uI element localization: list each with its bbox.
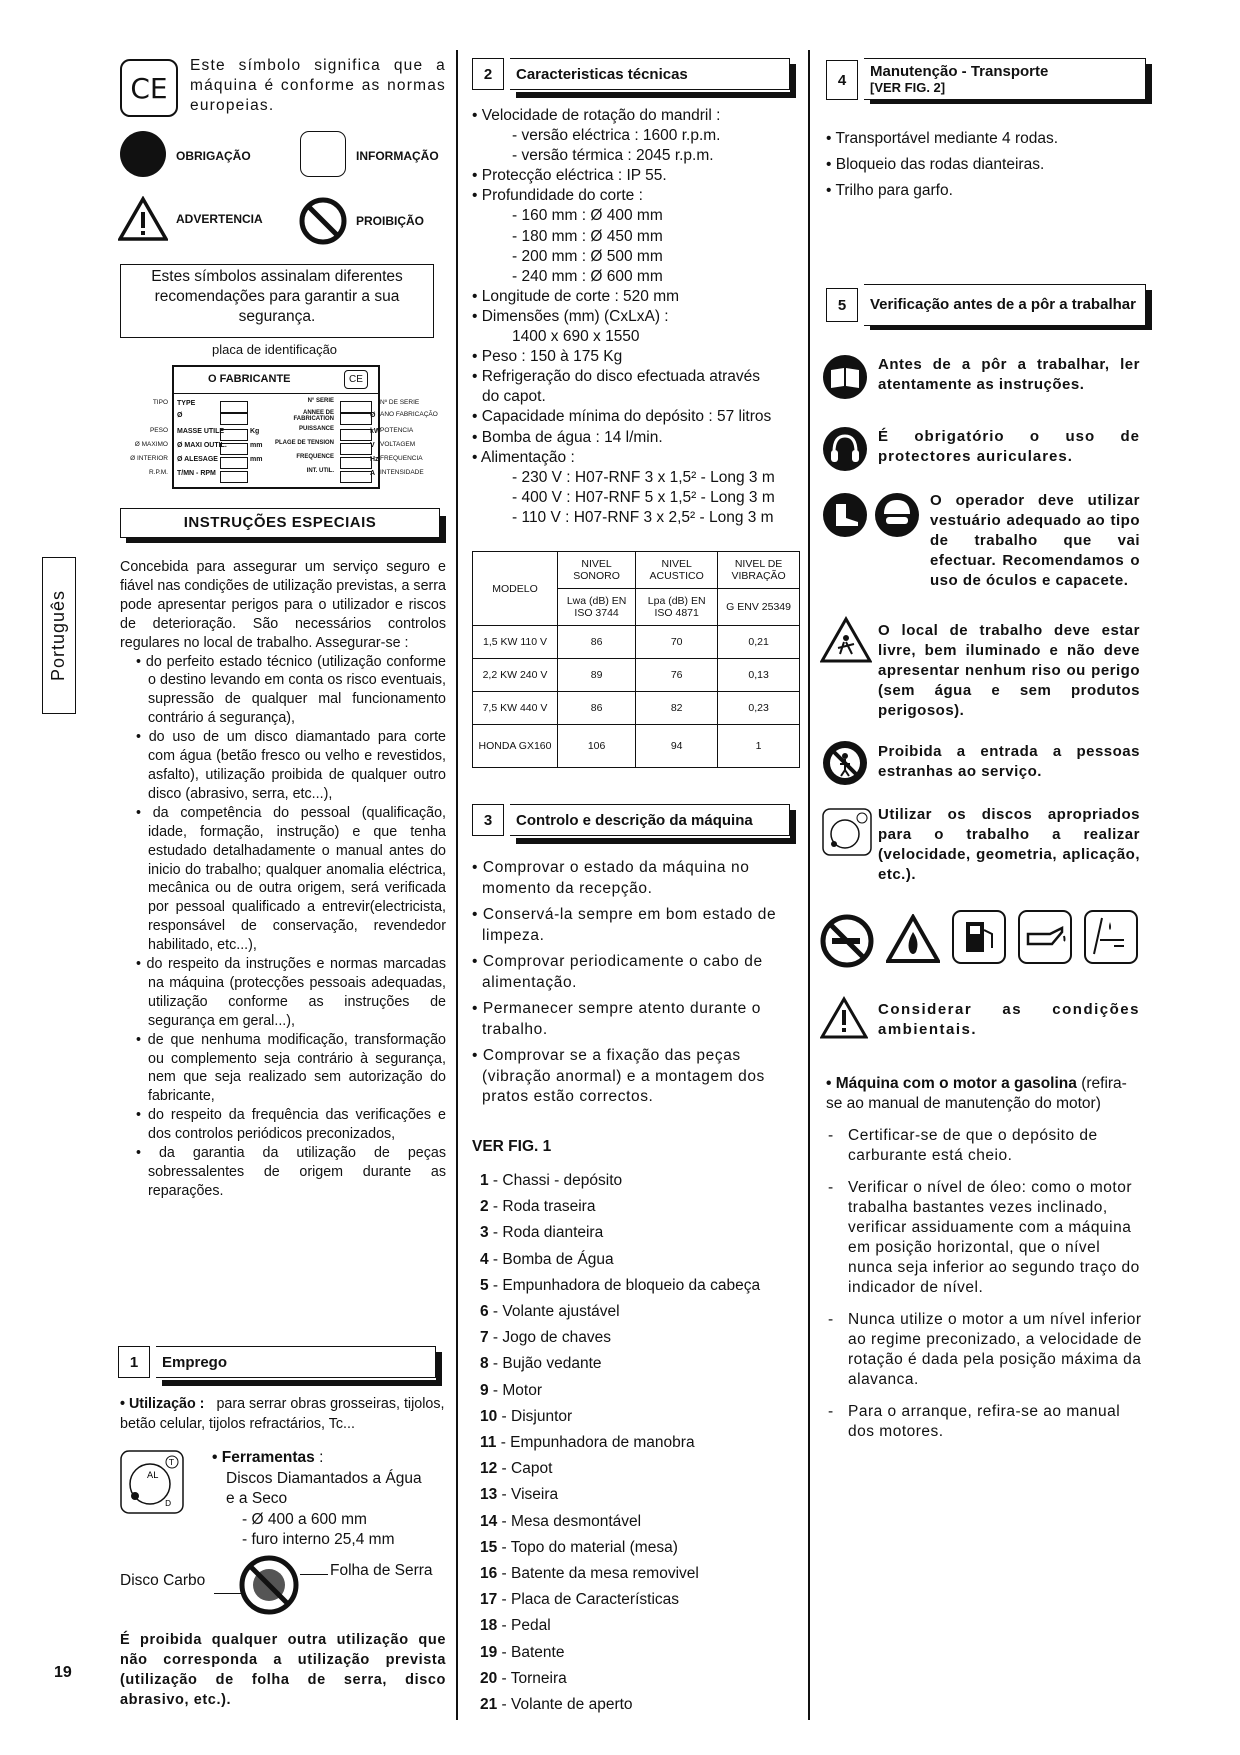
table-cell: 76: [636, 659, 718, 692]
appropriate-disc-icon: [822, 808, 872, 856]
oil-can-icon: [1018, 910, 1072, 964]
part-number: 14: [480, 1512, 498, 1530]
check-item: • Permanecer sempre atento durante o trabalho.: [472, 1000, 761, 1038]
parts-item: [472, 1378, 802, 1404]
parts-item: [472, 1692, 802, 1718]
no-carbide-disc-icon: [238, 1554, 300, 1616]
plate-field-label: MASSE UTILE: [177, 428, 225, 435]
plate-title: O FABRICANTE: [208, 373, 291, 385]
parts-list: [472, 1168, 802, 1718]
spec-line: • Dimensões (mm) (CxLxA) :: [472, 307, 669, 325]
part-number: 18: [480, 1617, 498, 1635]
parts-item: [472, 1168, 802, 1194]
spec-line: • Capacidade mínima do depósito : 57 litros: [472, 408, 772, 426]
transport-item: • Trilho para garfo.: [826, 182, 953, 199]
parts-item: [472, 1587, 802, 1613]
special-item: • da garantia da utilização de peças sobressalentes de origem durante as reparações.: [136, 1145, 446, 1199]
plate-field-box: [340, 443, 372, 455]
plate-field-box: [220, 443, 248, 455]
petrol-check-item: [826, 1126, 1142, 1166]
table-cell: 86: [558, 626, 636, 659]
sign-workplace: O local de trabalho deve estar livre, bem iluminado e não deve apresentar nenhum riso ou perigo (sem água e sem produtos perigosos).: [878, 622, 1140, 719]
information-icon: [300, 131, 346, 177]
plate-caption: placa de identificação: [212, 342, 338, 357]
level-check-icon: [1084, 910, 1138, 964]
parts-item: [472, 1194, 802, 1220]
part-number: 2: [480, 1198, 489, 1216]
plate-side-label: ANO FABRICAÇÃO: [380, 411, 438, 418]
part-number: 19: [480, 1643, 498, 1661]
plate-unit: mm: [250, 456, 263, 463]
obligation-icon: [120, 131, 166, 177]
table-cell: 0,23: [718, 692, 800, 725]
table-cell: 1: [718, 725, 800, 768]
column-divider: [456, 50, 458, 1720]
fuel-icon: [952, 910, 1006, 964]
parts-item: [472, 1666, 802, 1692]
machine-checks: [472, 858, 798, 1114]
part-number: 6: [480, 1303, 489, 1321]
petrol-check-item: [826, 1402, 1142, 1442]
table-row: [473, 725, 800, 768]
petrol-check-text: Certificar-se de que o depósito de carburante está cheio.: [848, 1127, 1098, 1164]
special-item: • do respeito da frequência das verificações e dos controlos periódicos preconizados,: [136, 1107, 446, 1143]
transport-item: • Bloqueio das rodas dianteiras.: [826, 156, 1045, 173]
part-number: 10: [480, 1407, 498, 1425]
subheader-cell: G ENV 25349: [718, 589, 800, 626]
section-1-header: [118, 1346, 436, 1380]
disc-label-d: D: [165, 1499, 172, 1508]
plate-field-label: Ø ALESAGE: [177, 456, 218, 463]
special-instructions-header: INSTRUÇÕES ESPECIAIS: [120, 508, 440, 538]
table-cell: 106: [558, 725, 636, 768]
spec-line: - 400 V : H07-RNF 5 x 1,5² - Long 3 m: [512, 488, 775, 506]
folha-serra-label: Folha de Serra: [330, 1562, 433, 1579]
symbols-note: Estes símbolos assinalam diferentes recomendações para garantir a sua segurança.: [120, 264, 434, 338]
column-divider: [808, 50, 810, 1720]
read-manual-icon: [822, 354, 868, 400]
no-entry-icon: [822, 740, 868, 786]
environment-warning-icon: [820, 996, 868, 1040]
plate-field-label: N° SERIE: [307, 398, 334, 404]
prohibition-label: PROIBIÇÃO: [356, 214, 425, 228]
subheader-cell: Lpa (dB) EN ISO 4871: [636, 589, 718, 626]
plate-unit: V: [370, 442, 375, 449]
table-cell: 7,5 KW 440 V: [473, 692, 558, 725]
petrol-engine-checks: [826, 1126, 1142, 1454]
parts-item: [472, 1535, 802, 1561]
section-number: 3: [472, 804, 504, 836]
technical-specs: [472, 106, 802, 528]
special-item: • do respeito da instruções e normas marcadas na máquina (protecções pessoais adequadas, utilização conforme as instruções de segurança em geral...),: [136, 956, 446, 1029]
section-number: 1: [118, 1346, 150, 1378]
part-label: - Disjuntor: [497, 1407, 573, 1425]
section-title: Verificação antes de a pôr a trabalhar: [864, 284, 1146, 326]
part-label: - Chassi - depósito: [488, 1172, 623, 1189]
safety-boots-icon: [822, 492, 868, 538]
part-label: - Bujão vedante: [488, 1355, 602, 1373]
section-title: Manutenção - Transporte [VER FIG. 2]: [864, 58, 1146, 100]
information-label: INFORMAÇÃO: [356, 149, 439, 163]
plate-field-label: PUISSANCE: [298, 426, 334, 432]
sign-ear-protection: É obrigatório o uso de protectores auriculares.: [878, 428, 1140, 465]
ear-protection-icon: [822, 426, 868, 472]
plate-field-box: [220, 401, 248, 413]
table-cell: 2,2 KW 240 V: [473, 659, 558, 692]
language-tab: [42, 557, 76, 714]
plate-unit: Hz: [370, 456, 379, 463]
petrol-check-item: [826, 1310, 1142, 1390]
dash: -: [828, 1179, 834, 1196]
identification-plate: [172, 365, 380, 489]
plate-field-label: Ø MAXI OUTIL.: [177, 442, 227, 449]
part-label: - Volante de aperto: [497, 1696, 633, 1714]
section-title: Emprego: [156, 1346, 436, 1378]
spec-line: • Velocidade de rotação do mandril :: [472, 107, 721, 124]
plate-side-label: PESO: [149, 427, 168, 434]
part-number: 4: [480, 1250, 489, 1268]
plate-side-label: R.P.M.: [148, 469, 168, 476]
part-number: 7: [480, 1329, 489, 1347]
table-row: [473, 692, 800, 725]
plate-field-box: [220, 471, 248, 483]
part-label: - Capot: [497, 1460, 553, 1478]
disc-label-al: AL: [147, 1471, 159, 1481]
spec-line: • Refrigeração do disco efectuada através: [472, 368, 761, 386]
part-number: 8: [480, 1355, 489, 1373]
table-row: [473, 626, 800, 659]
noise-table-body: [473, 626, 800, 768]
language-label: Português: [48, 589, 69, 682]
parts-item: [472, 1456, 802, 1482]
sign-environment: Considerar as condições ambientais.: [878, 1001, 1140, 1038]
plate-field-box: [220, 429, 248, 441]
plate-field-box: [340, 413, 372, 425]
spec-line: do capot.: [482, 388, 546, 406]
section-4-header: [826, 58, 1146, 98]
diamond-disc-icon: [120, 1450, 184, 1514]
petrol-check-text: Para o arranque, refira-se ao manual dos motores.: [848, 1403, 1121, 1440]
plate-field-box: [220, 457, 248, 469]
warning-label: ADVERTENCIA: [176, 212, 263, 226]
plate-unit: A: [370, 470, 376, 477]
table-row: [473, 659, 800, 692]
spec-line: 1400 x 690 x 1550: [512, 328, 640, 346]
table-cell: 82: [636, 692, 718, 725]
transport-list: [826, 126, 1146, 204]
prohibition-icon: [298, 196, 348, 246]
spec-line: - 160 mm : Ø 400 mm: [512, 207, 663, 225]
part-label: - Roda traseira: [488, 1198, 596, 1216]
parts-item: [472, 1351, 802, 1377]
section-3-header: [472, 804, 790, 838]
plate-field-box: [340, 401, 372, 413]
parts-item: [472, 1220, 802, 1246]
plate-side-label: POTENCIA: [380, 427, 414, 434]
parts-item: [472, 1482, 802, 1508]
plate-field-box: [220, 413, 248, 425]
part-label: - Mesa desmontável: [497, 1512, 642, 1530]
parts-item: [472, 1561, 802, 1587]
plate-side-label: Ø MAXIMO: [134, 441, 168, 448]
ce-mark-icon: CE: [120, 59, 178, 117]
header-cell: NIVEL ACUSTICO: [636, 552, 718, 589]
flammable-warning-icon: [886, 914, 940, 964]
part-number: 21: [480, 1696, 498, 1714]
dash: -: [828, 1403, 834, 1420]
plate-field-label: TYPE: [177, 400, 196, 407]
part-label: - Batente: [497, 1643, 565, 1661]
parts-item: [472, 1325, 802, 1351]
part-label: - Pedal: [497, 1617, 551, 1635]
dash: -: [828, 1311, 834, 1328]
helmet-goggles-icon: [874, 492, 920, 538]
plate-unit: Ø: [370, 412, 376, 419]
petrol-engine-note: • Máquina com o motor a gasolina (refira-se ao manual de manutenção do motor): [826, 1075, 1127, 1112]
spec-line: - 180 mm : Ø 450 mm: [512, 227, 663, 245]
part-label: - Topo do material (mesa): [497, 1538, 678, 1556]
disco-carbo-label: Disco Carbo: [120, 1572, 206, 1589]
part-number: 20: [480, 1669, 498, 1687]
petrol-check-text: Nunca utilize o motor a um nível inferior ao regime preconizado, a velocidade de rotação é dada pela posição máxima da alavanca.: [848, 1311, 1142, 1388]
special-instructions: [120, 558, 446, 1201]
parts-item: [472, 1613, 802, 1639]
subheader-cell: Lwa (dB) EN ISO 3744: [558, 589, 636, 626]
part-label: - Jogo de chaves: [488, 1329, 611, 1347]
plate-field-box: [340, 429, 372, 441]
special-intro: Concebida para assegurar um serviço seguro e fiável nas condições de utilização previstas, a serra pode apresentar perigos para o utilizador e riscos de deterioração. São necessários controlos regulares no local de trabalho. Assegurar-se :: [120, 559, 446, 651]
parts-item: [472, 1430, 802, 1456]
utilizacao: • Utilização : para serrar obras grosseiras, tijolos, betão celular, tijolos refractários, Tc...: [120, 1396, 445, 1432]
petrol-check-text: Verificar o nível de óleo: como o motor trabalha bastantes vezes inclinado, verificar assiduamente com a máquina em posição horizontal, que o nível nunca seja inferior ao segundo traço do indicador de nível.: [848, 1179, 1140, 1296]
sign-no-entry: Proibida a entrada a pessoas estranhas ao serviço.: [878, 743, 1140, 780]
spec-line: - 200 mm : Ø 500 mm: [512, 247, 663, 265]
part-label: - Empunhadora de bloqueio da cabeça: [488, 1276, 761, 1294]
special-item: • do uso de um disco diamantado para corte com água (betão fresco ou velho e revestidos, asfalto), utilização proibida de qualquer outro disco (abrasivo, serra, etc...),: [136, 729, 446, 802]
spec-line: - 230 V : H07-RNF 3 x 1,5² - Long 3 m: [512, 468, 775, 486]
part-label: - Motor: [488, 1381, 543, 1399]
header-cell: MODELO: [473, 552, 558, 626]
spec-line: - 240 mm : Ø 600 mm: [512, 267, 663, 285]
special-item: • da competência do pessoal (qualificação, idade, formação, instrução) e que tenha estudado detalhadamente o manual antes do inicio do trabalho; qualquer anomalia eléctrica, mecânica ou de outra origem, será verificada por pessoal qualificado a entrevir(electricista, responsável de conservação, revendedor habilitado, etc...),: [136, 804, 446, 954]
part-label: - Torneira: [497, 1669, 567, 1687]
part-number: 9: [480, 1381, 489, 1399]
part-number: 1: [480, 1172, 489, 1189]
section-title: Controlo e descrição da máquina: [510, 804, 790, 836]
prohibited-use: É proibida qualquer outra utilização que não corresponda a utilização prevista (utilização de folha de serra, disco abrasivo, etc.).: [120, 1632, 446, 1708]
spec-line: - versão térmica : 2045 r.p.m.: [512, 147, 714, 165]
section-number: 4: [826, 60, 858, 100]
part-label: - Volante ajustável: [488, 1303, 620, 1321]
section-title: Caracteristicas técnicas: [510, 58, 790, 90]
clear-workplace-warning-icon: [820, 616, 872, 664]
spec-line: • Peso : 150 à 175 Kg: [472, 348, 623, 366]
special-item: • de que nenhuma modificação, transformação ou complemento seja contrário à segurança, nem que seja realizado sem autorização do fabricante,: [136, 1031, 446, 1105]
sign-appropriate-discs: Utilizar os discos apropriados para o trabalho a realizar (velocidade, geometria, aplicação, etc.).: [878, 806, 1140, 883]
part-number: 15: [480, 1538, 498, 1556]
ferramentas: • Ferramentas : Discos Diamantados a Água e a Seco - Ø 400 a 600 mm - furo interno 25,4 mm: [212, 1449, 422, 1548]
sign-clothing: O operador deve utilizar vestuário adequado ao tipo de trabalho que vai efectuar. Recomendamos o uso de óculos e capacete.: [930, 492, 1140, 589]
section-number: 5: [826, 288, 858, 322]
check-item: • Comprovar se a fixação das peças (vibração anormal) e a montagem dos pratos estão correctos.: [472, 1047, 765, 1105]
ver-fig-1: VER FIG. 1: [472, 1138, 552, 1155]
table-cell: 94: [636, 725, 718, 768]
plate-side-label: Ø INTERIOR: [130, 455, 168, 462]
petrol-check-item: [826, 1178, 1142, 1298]
spec-line: • Protecção eléctrica : IP 55.: [472, 167, 667, 185]
plate-field-box: [340, 457, 372, 469]
parts-item: [472, 1404, 802, 1430]
part-number: 5: [480, 1276, 489, 1294]
part-label: - Placa de Características: [497, 1591, 680, 1609]
part-number: 11: [480, 1434, 497, 1452]
spec-line: • Profundidade do corte :: [472, 187, 643, 205]
plate-field-label: ANNEE DE FABRICATION: [293, 410, 334, 422]
part-number: 12: [480, 1460, 498, 1478]
special-list: [120, 653, 446, 1201]
plate-field-label: INT. UTIL.: [306, 468, 334, 474]
table-cell: 89: [558, 659, 636, 692]
plate-unit: kW: [370, 428, 381, 435]
plate-ce-icon: CE: [344, 370, 368, 389]
table-cell: 1,5 KW 110 V: [473, 626, 558, 659]
check-item: • Comprovar o estado da máquina no momento da recepção.: [472, 859, 750, 897]
part-label: - Viseira: [497, 1486, 559, 1504]
disc-label-t: T: [169, 1458, 174, 1467]
check-item: • Conservá-la sempre em bom estado de limpeza.: [472, 906, 777, 944]
plate-field-box: [340, 471, 372, 483]
spec-line: - versão eléctrica : 1600 r.p.m.: [512, 127, 721, 145]
parts-item: [472, 1273, 802, 1299]
parts-item: [472, 1640, 802, 1666]
plate-unit: Kg: [250, 428, 260, 435]
plate-field-label: T/MN - RPM: [177, 470, 216, 477]
plate-side-label: FREQUENCIA: [380, 455, 423, 462]
warning-icon: [118, 196, 168, 242]
section-2-header: [472, 58, 790, 92]
plate-field-label: FREQUENCE: [296, 454, 334, 460]
table-cell: 86: [558, 692, 636, 725]
spec-line: - 110 V : H07-RNF 3 x 2,5² - Long 3 m: [512, 508, 774, 526]
transport-item: • Transportável mediante 4 rodas.: [826, 130, 1059, 147]
plate-side-label: TIPO: [152, 399, 168, 406]
page-number: 19: [54, 1664, 72, 1681]
no-smoking-icon: [820, 914, 874, 968]
table-cell: HONDA GX160: [473, 725, 558, 768]
plate-unit: mm: [250, 442, 263, 449]
check-item: • Comprovar periodicamente o cabo de alimentação.: [472, 953, 763, 991]
plate-side-label: VOLTAGEM: [380, 441, 416, 448]
table-cell: 0,21: [718, 626, 800, 659]
special-item: • do perfeito estado técnico (utilização conforme o destino levando em conta os risco eventuais, supressão de qualquer mal funcionamento contrário á segurança),: [136, 653, 446, 727]
part-number: 16: [480, 1565, 498, 1583]
part-number: 17: [480, 1591, 498, 1609]
plate-field-label: PLAGE DE TENSION: [274, 440, 334, 446]
part-number: 3: [480, 1224, 489, 1242]
part-number: 13: [480, 1486, 498, 1504]
sign-read-manual: Antes de a pôr a trabalhar, ler atentamente as instruções.: [878, 356, 1140, 393]
noise-vibration-table: [472, 551, 800, 768]
plate-field-label: Ø: [177, 412, 183, 419]
dash: -: [828, 1127, 834, 1144]
part-label: - Bomba de Água: [488, 1250, 614, 1268]
part-label: - Roda dianteira: [488, 1224, 604, 1242]
section-5-header: [826, 284, 1146, 324]
spec-line: • Bomba de água : 14 l/min.: [472, 428, 663, 446]
header-cell: NIVEL DE VIBRAÇÃO: [718, 552, 800, 589]
parts-item: [472, 1509, 802, 1535]
part-label: - Empunhadora de manobra: [496, 1434, 695, 1452]
spec-line: • Longitude de corte : 520 mm: [472, 287, 680, 305]
plate-side-label: INTENSIDADE: [380, 469, 424, 476]
ce-description: Este símbolo significa que a máquina é conforme as normas europeias.: [190, 57, 446, 114]
parts-item: [472, 1247, 802, 1273]
section-number: 2: [472, 58, 504, 90]
table-cell: 70: [636, 626, 718, 659]
plate-side-label: Nº DE SERIE: [380, 399, 420, 406]
part-label: - Batente da mesa removivel: [497, 1565, 699, 1583]
table-cell: 0,13: [718, 659, 800, 692]
spec-line: • Alimentação :: [472, 448, 575, 466]
obligation-label: OBRIGAÇÃO: [176, 149, 251, 163]
header-cell: NIVEL SONORO: [558, 552, 636, 589]
parts-item: [472, 1299, 802, 1325]
